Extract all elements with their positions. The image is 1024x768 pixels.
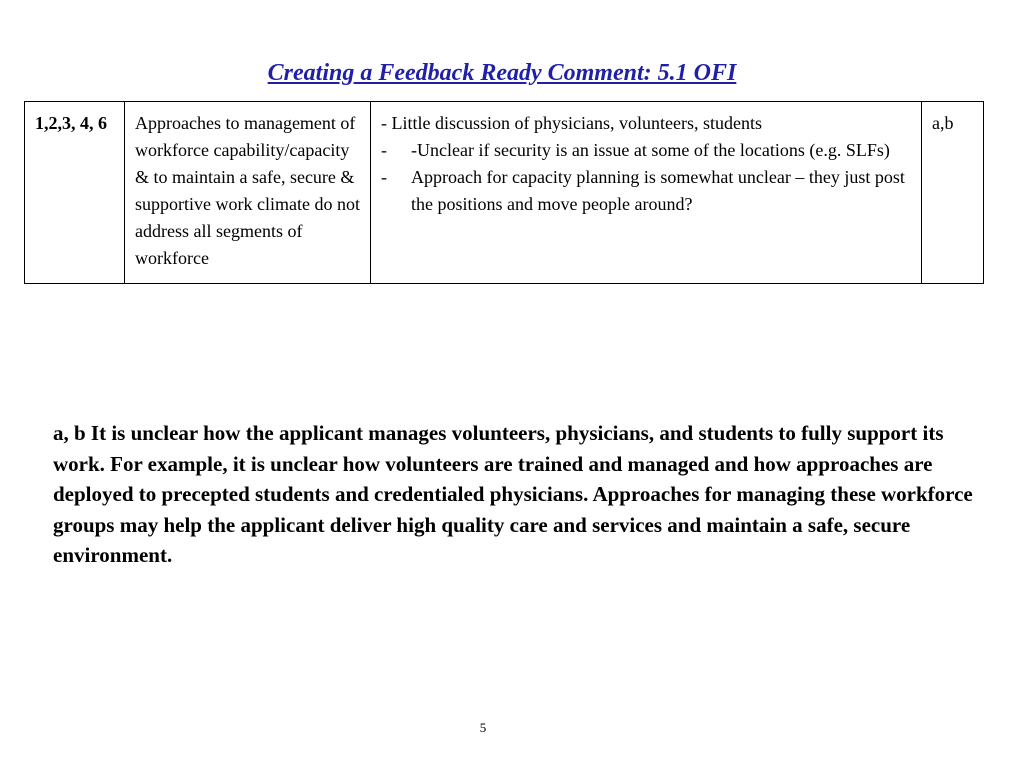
observation-intro: - Little discussion of physicians, volunteers, students — [381, 113, 762, 133]
observation-text: -Unclear if security is an issue at some of the locations (e.g. SLFs) — [411, 140, 890, 160]
dash-marker: - — [381, 140, 387, 160]
requirement-cell: Approaches to management of workforce capability/capacity & to maintain a safe, secure & supportive work climate do not address all segments of workforce — [125, 102, 371, 284]
observation-text: Approach for capacity planning is somewhat unclear – they just post the positions and move people around? — [411, 167, 905, 214]
observation-item — [381, 137, 911, 164]
observation-list — [381, 137, 911, 218]
item-numbers-cell: 1,2,3, 4, 6 — [25, 102, 125, 284]
slide-title: Creating a Feedback Ready Comment: 5.1 OFI — [267, 60, 737, 86]
ofi-table — [24, 101, 984, 284]
observation-item — [381, 164, 911, 218]
observations-cell — [371, 102, 922, 284]
page-number: 5 — [479, 720, 487, 735]
comment-refs-cell: a,b — [922, 102, 984, 284]
dash-marker: - — [381, 167, 387, 187]
feedback-comment: a, b It is unclear how the applicant manages volunteers, physicians, and students to fully support its work. For example, it is unclear how volunteers are trained and managed and how approaches are deployed to precepted students and credentialed physicians. Approaches for managing these workforce groups may help the applicant deliver high quality care and services and maintain a safe, secure environment. — [53, 421, 973, 567]
table-row — [25, 102, 984, 284]
